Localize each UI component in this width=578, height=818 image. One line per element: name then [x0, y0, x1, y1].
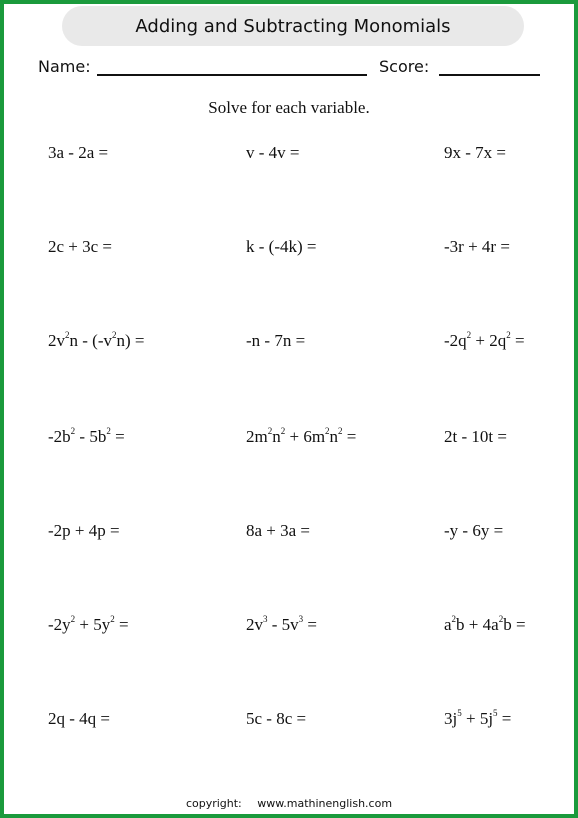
problem-3-2: -n - 7n = — [246, 331, 306, 350]
score-line[interactable] — [439, 74, 540, 76]
problem-6-1: $-2y^2 + 5y^2$ = — [48, 614, 129, 634]
score-label: Score: — [379, 57, 430, 76]
problem-5-1: -2p + 4p = — [48, 521, 120, 540]
instructions: Solve for each variable. — [208, 98, 370, 117]
name-line[interactable] — [97, 74, 367, 76]
problem-7-1: 2q - 4q = — [48, 709, 110, 728]
problem-6-3: $a^2b + 4a^2b$ = — [444, 614, 526, 634]
problem-3-1: $2v^2n - (-v^2n)$ = — [48, 330, 145, 350]
problem-1-1: 3a - 2a = — [48, 143, 109, 162]
problem-1-3: 9x - 7x = — [444, 143, 506, 162]
problem-2-3: -3r + 4r = — [444, 237, 510, 256]
problem-2-1: 2c + 3c = — [48, 237, 113, 256]
problem-4-2: $2m^2n^2 + 6m^2n^2$ = — [246, 426, 357, 446]
name-label: Name: — [38, 57, 91, 76]
problem-7-3: $3j^5 + 5j^5$ = — [444, 708, 512, 728]
problem-5-2: 8a + 3a = — [246, 521, 311, 540]
worksheet-title: Adding and Subtracting Monomials — [62, 6, 524, 46]
problem-3-3: $-2q^2 + 2q^2$ = — [444, 330, 525, 350]
problem-6-2: $2v^3 - 5v^3$ = — [246, 614, 318, 634]
copyright-site-link[interactable]: www.mathinenglish.com — [257, 797, 393, 810]
problem-5-3: -y - 6y = — [444, 521, 504, 540]
copyright-footer — [0, 797, 578, 810]
problem-4-1: $-2b^2 - 5b^2$ = — [48, 426, 125, 446]
problem-4-3: 2t - 10t = — [444, 427, 507, 446]
problem-2-2: k - (-4k) = — [246, 237, 317, 256]
copyright-label: copyright: — [185, 797, 242, 810]
problem-1-2: v - 4v = — [246, 143, 300, 162]
problem-7-2: 5c - 8c = — [246, 709, 307, 728]
